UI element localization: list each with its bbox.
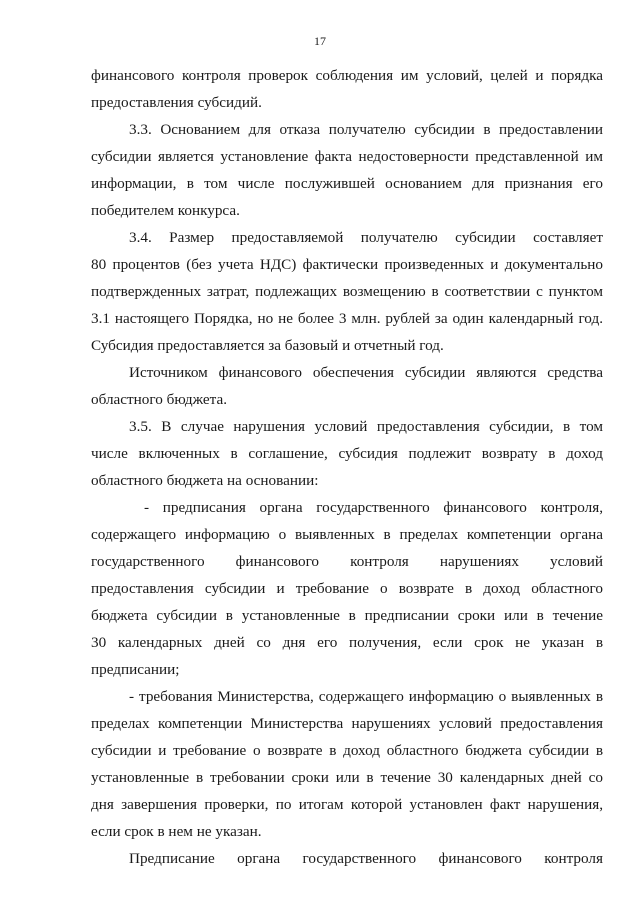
paragraph-prescription-start: Предписание органа государственного финансового контроля — [129, 850, 603, 867]
paragraph-funding-source-start: Источником финансового обеспечения субсидии являются средства — [129, 364, 603, 381]
text-line: 30 календарных дней со дня его получения, если срок не указан в — [91, 634, 603, 651]
text-line: Субсидия предоставляется за базовый и отчетный год. — [91, 337, 444, 354]
text-line: предоставления субсидии и требование о возврате в доход областного — [91, 580, 603, 597]
text-line: числе включенных в соглашение, субсидия подлежит возврату в доход — [91, 445, 603, 462]
text-line: содержащего информацию о выявленных в пределах компетенции органа — [91, 526, 603, 543]
list-item-ministry-requirement-start: - требования Министерства, содержащего информацию о выявленных в — [129, 688, 603, 705]
text-line: бюджета субсидии в установленные в предписании сроки или в течение — [91, 607, 603, 624]
text-line: областного бюджета. — [91, 391, 228, 408]
text-line: областного бюджета на основании: — [91, 472, 319, 489]
page-number: 17 — [314, 34, 326, 48]
text-line: если срок в нем не указан. — [91, 823, 262, 840]
paragraph-3-5-start: 3.5. В случае нарушения условий предоставления субсидии, в том — [129, 418, 603, 435]
text-line: финансового контроля проверок соблюдения им условий, целей и порядка — [91, 67, 603, 84]
document-body — [91, 62, 603, 872]
text-line: государственного финансового контроля нарушениях условий — [91, 553, 603, 570]
text-line: предписании; — [91, 661, 180, 678]
text-line: победителем конкурса. — [91, 202, 240, 219]
text-line: дня завершения проверки, по итогам которой установлен факт нарушения, — [91, 796, 603, 813]
text-line: субсидии и требование о возврате в доход областного бюджета субсидии в — [91, 742, 603, 759]
text-line: пределах компетенции Министерства нарушениях условий предоставления — [91, 715, 603, 732]
text-line: информации, в том числе послужившей основанием для признания его — [91, 175, 603, 192]
text-line: предоставления субсидий. — [91, 94, 262, 111]
list-item-prescription-start: - предписания органа государственного финансового контроля, — [144, 499, 603, 516]
text-line: 80 процентов (без учета НДС) фактически произведенных и документально — [91, 256, 603, 273]
text-line: установленные в требовании сроки или в течение 30 календарных дней со — [91, 769, 603, 786]
paragraph-3-3-start: 3.3. Основанием для отказа получателю субсидии в предоставлении — [129, 121, 603, 138]
text-line: подтвержденных затрат, подлежащих возмещению в соответствии с пунктом — [91, 283, 603, 300]
text-line: 3.1 настоящего Порядка, но не более 3 млн. рублей за один календарный год. — [91, 310, 603, 327]
text-line: субсидии является установление факта недостоверности представленной им — [91, 148, 603, 165]
paragraph-3-4-start: 3.4. Размер предоставляемой получателю субсидии составляет — [129, 229, 603, 246]
